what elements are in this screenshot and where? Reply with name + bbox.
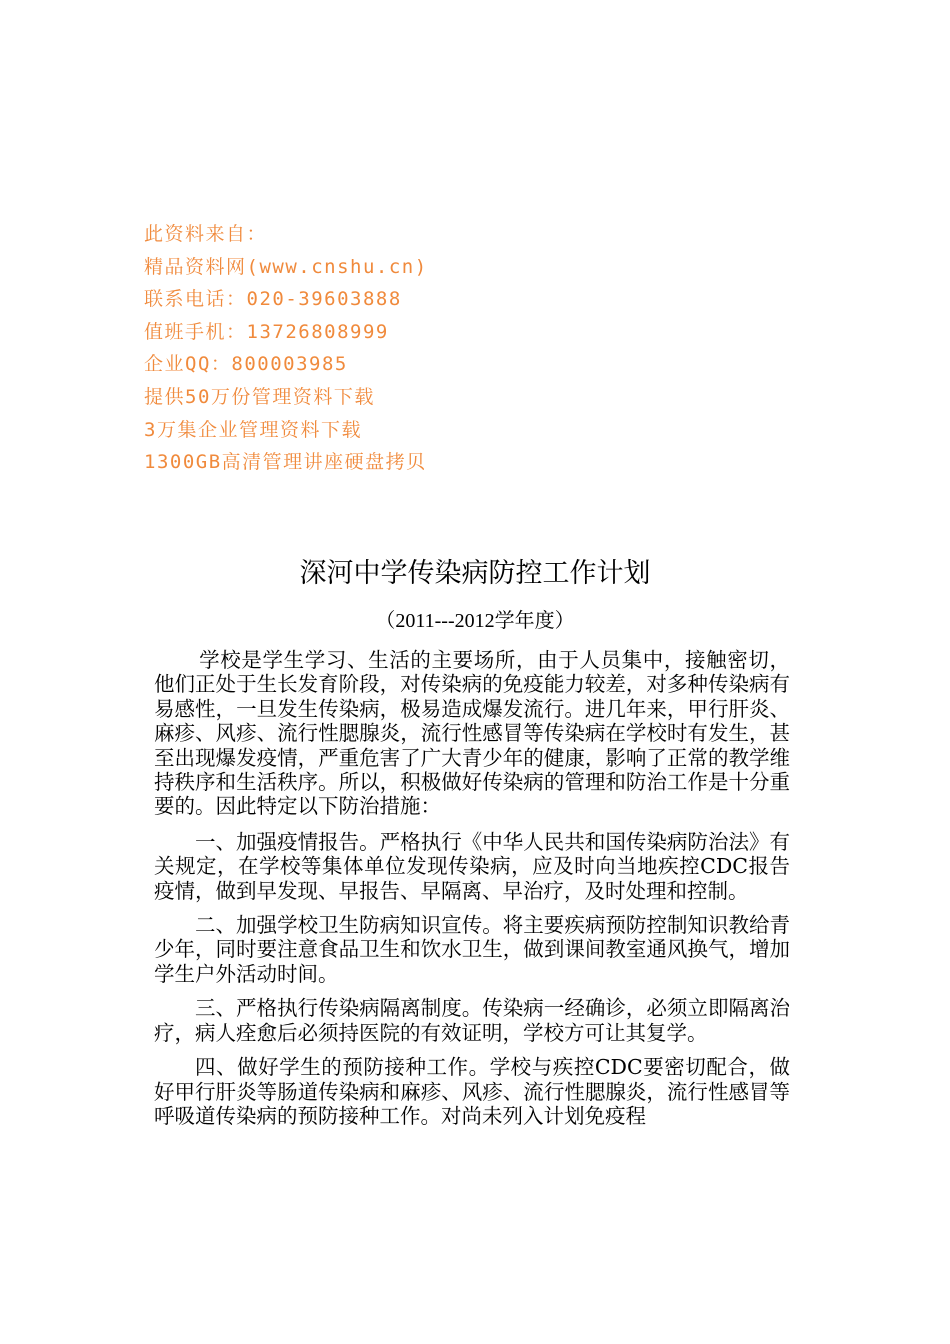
document-body — [154, 648, 790, 1138]
source-line-offer-1: 提供50万份管理资料下载 — [144, 385, 375, 408]
source-info-block — [144, 218, 644, 479]
source-line-mobile: 值班手机：13726808999 — [144, 320, 389, 343]
source-line-offer-3: 1300GB高清管理讲座硬盘拷贝 — [144, 451, 427, 474]
source-line-offer-2: 3万集企业管理资料下载 — [144, 418, 362, 441]
paragraph-item-1: 一、加强疫情报告。严格执行《中华人民共和国传染病防治法》有关规定，在学校等集体单位发现传染病，应及时向当地疾控CDC报告疫情，做到早发现、早报告、早隔离、早治疗，及时处理和控制。 — [154, 829, 790, 903]
document-title: 深河中学传染病防控工作计划 — [299, 558, 651, 589]
paragraph-item-3: 三、严格执行传染病隔离制度。传染病一经确诊，必须立即隔离治疗，病人痊愈后必须持医院的有效证明，学校方可让其复学。 — [154, 996, 790, 1045]
source-line: 此资料来自： — [144, 223, 268, 245]
source-line-qq: 企业QQ：800003985 — [144, 353, 348, 376]
source-line-phone: 联系电话：020-39603888 — [144, 288, 402, 311]
source-line-website: 精品资料网(www.cnshu.cn) — [144, 255, 428, 278]
paragraph-intro: 学校是学生学习、生活的主要场所，由于人员集中，接触密切，他们正处于生长发育阶段，对传染病的免疫能力较差，对多种传染病有易感性，一旦发生传染病，极易造成爆发流行。进几年来，甲行肝炎、麻疹、风疹、流行性腮腺炎，流行性感冒等传染病在学校时有发生，甚至出现爆发疫情，严重危害了广大青少年的健康，影响了正常的教学维持秩序和生活秩序。所以，积极做好传染病的管理和防治工作是十分重要的。因此特定以下防治措施： — [154, 648, 790, 819]
paragraph-item-4: 四、做好学生的预防接种工作。学校与疾控CDC要密切配合，做好甲行肝炎等肠道传染病和麻疹、风疹、流行性腮腺炎，流行性感冒等呼吸道传染病的预防接种工作。对尚未列入计划免疫程 — [154, 1055, 790, 1128]
document-subtitle: （2011---2012学年度） — [375, 610, 575, 632]
paragraph-item-2: 二、加强学校卫生防病知识宣传。将主要疾病预防控制知识教给青少年，同时要注意食品卫生和饮水卫生，做到课间教室通风换气，增加学生户外活动时间。 — [154, 913, 790, 986]
